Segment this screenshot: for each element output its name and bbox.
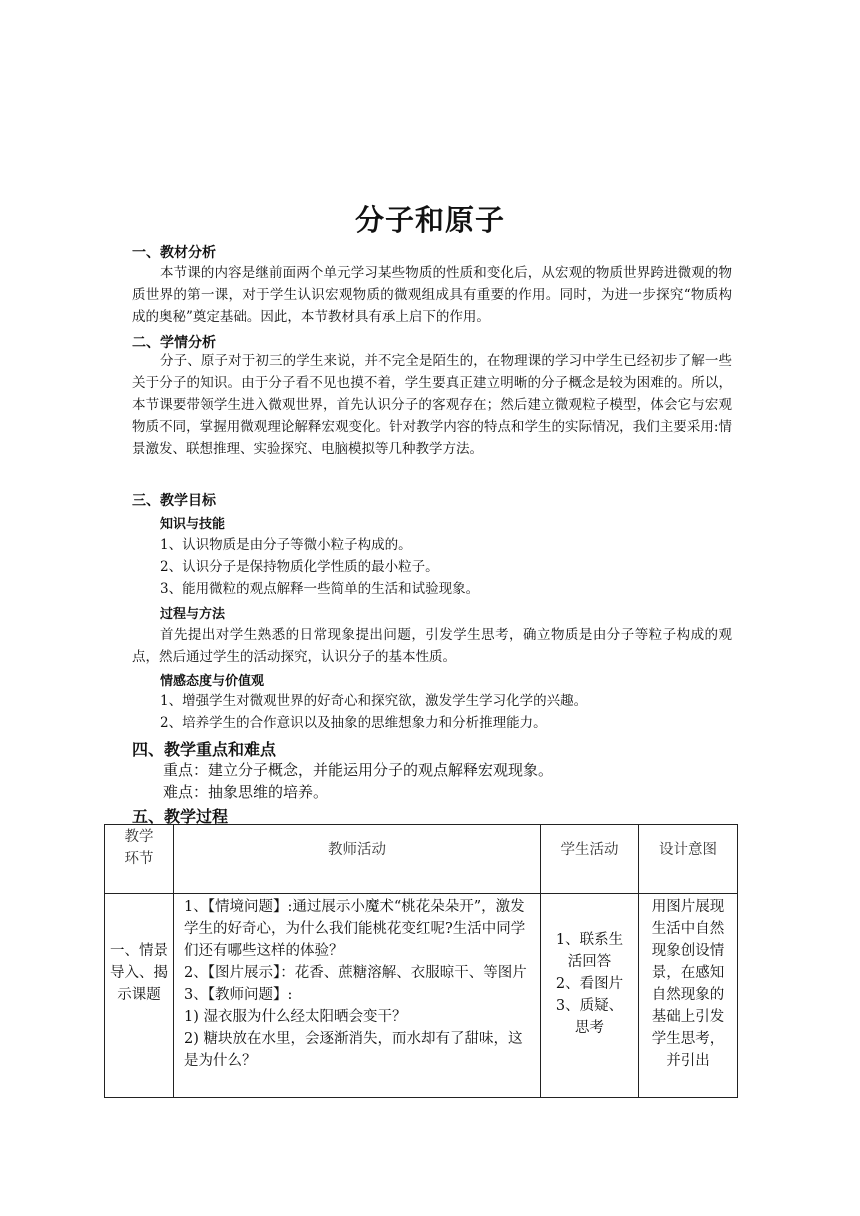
difficult-point: 难点：抽象思维的培养。 bbox=[163, 783, 329, 801]
row1-teacher bbox=[174, 894, 541, 1098]
table-row bbox=[105, 894, 738, 1098]
student-item-2: 2、看图片 bbox=[555, 976, 624, 992]
student-item-3: 3、质疑、思考 bbox=[555, 998, 624, 1036]
teacher-item-4: 1) 湿衣服为什么经太阳晒会变干？ bbox=[184, 1009, 407, 1025]
knowledge-item-3: 3、能用微粒的观点解释一些简单的生活和试验现象。 bbox=[160, 581, 480, 597]
section-2-text: 分子、原子对于初三的学生来说，并不完全是陌生的，在物理课的学习中学生已经初步了解一些关于分子的知识。由于分子看不见也摸不着，学生要真正建立明晰的分子概念是较为困难的。所以，本节课要带领学生进入微观世界，首先认识分子的客观存在；然后建立微观粒子模型，体会它与宏观物质不同，掌握用微观理论解释宏观变化。针对教学内容的特点和学生的实际情况，我们主要采用:情景激发、联想推理、实验探究、电脑模拟等几种教学方法。 bbox=[132, 353, 732, 457]
section-1-heading: 一、教材分析 bbox=[132, 245, 216, 261]
header-stage: 教学环节 bbox=[105, 825, 174, 894]
section-5-heading: 五、教学过程 bbox=[132, 807, 229, 826]
section-4-heading: 四、教学重点和难点 bbox=[132, 740, 277, 759]
emotion-item-1: 1、增强学生对微观世界的好奇心和探究欲，激发学生学习化学的兴趣。 bbox=[160, 693, 588, 709]
header-student: 学生活动 bbox=[541, 825, 639, 894]
knowledge-item-2: 2、认识分子是保持物质化学性质的最小粒子。 bbox=[160, 559, 439, 575]
section-2-heading: 二、学情分析 bbox=[132, 335, 216, 351]
header-teacher: 教师活动 bbox=[174, 825, 541, 894]
knowledge-heading: 知识与技能 bbox=[160, 517, 226, 532]
section-1-text: 本节课的内容是继前面两个单元学习某些物质的性质和变化后，从宏观的物质世界跨进微观的物质世界的第一课，对于学生认识宏观物质的微观组成具有重要的作用。同时，为进一步探究“物质构成的奥秘”奠定基础。因此，本节教材具有承上启下的作用。 bbox=[132, 265, 732, 325]
row1-stage: 一、情景导入、揭示课题 bbox=[105, 894, 174, 1098]
document-title: 分子和原子 bbox=[354, 203, 505, 237]
emotion-heading: 情感态度与价值观 bbox=[160, 674, 265, 689]
student-item-1: 1、联系生活回答 bbox=[555, 932, 624, 970]
section-3-heading: 三、教学目标 bbox=[132, 493, 216, 509]
key-point: 重点：建立分子概念，并能运用分子的观点解释宏观现象。 bbox=[163, 761, 554, 779]
row1-intent: 用图片展现生活中自然现象创设情景，在感知自然现象的基础上引发学生思考，并引出 bbox=[639, 894, 738, 1098]
teacher-item-2: 2、【图片展示】：花香、蔗糖溶解、衣服晾干、等图片 bbox=[184, 965, 527, 981]
emotion-item-2: 2、培养学生的合作意识以及抽象的思维想象力和分析推理能力。 bbox=[160, 715, 547, 731]
row1-student bbox=[541, 894, 639, 1098]
header-intent: 设计意图 bbox=[639, 825, 738, 894]
process-text: 首先提出对学生熟悉的日常现象提出问题，引发学生思考，确立物质是由分子等粒子构成的观点，然后通过学生的活动探究，认识分子的基本性质。 bbox=[132, 627, 732, 665]
process-heading: 过程与方法 bbox=[160, 607, 226, 622]
teaching-process-table bbox=[104, 824, 738, 1098]
teacher-item-3: 3、【教师问题】: bbox=[184, 987, 293, 1003]
teacher-item-5: 2) 糖块放在水里，会逐渐消失，而水却有了甜味，这是为什么？ bbox=[184, 1031, 523, 1069]
teacher-item-1: 1、【情境问题】:通过展示小魔术“桃花朵朵开”，激发学生的好奇心，为什么我们能桃花变红呢?生活中同学们还有哪些这样的体验？ bbox=[184, 899, 526, 959]
knowledge-item-1: 1、认识物质是由分子等微小粒子构成的。 bbox=[160, 537, 412, 553]
table-header-row bbox=[105, 825, 738, 894]
